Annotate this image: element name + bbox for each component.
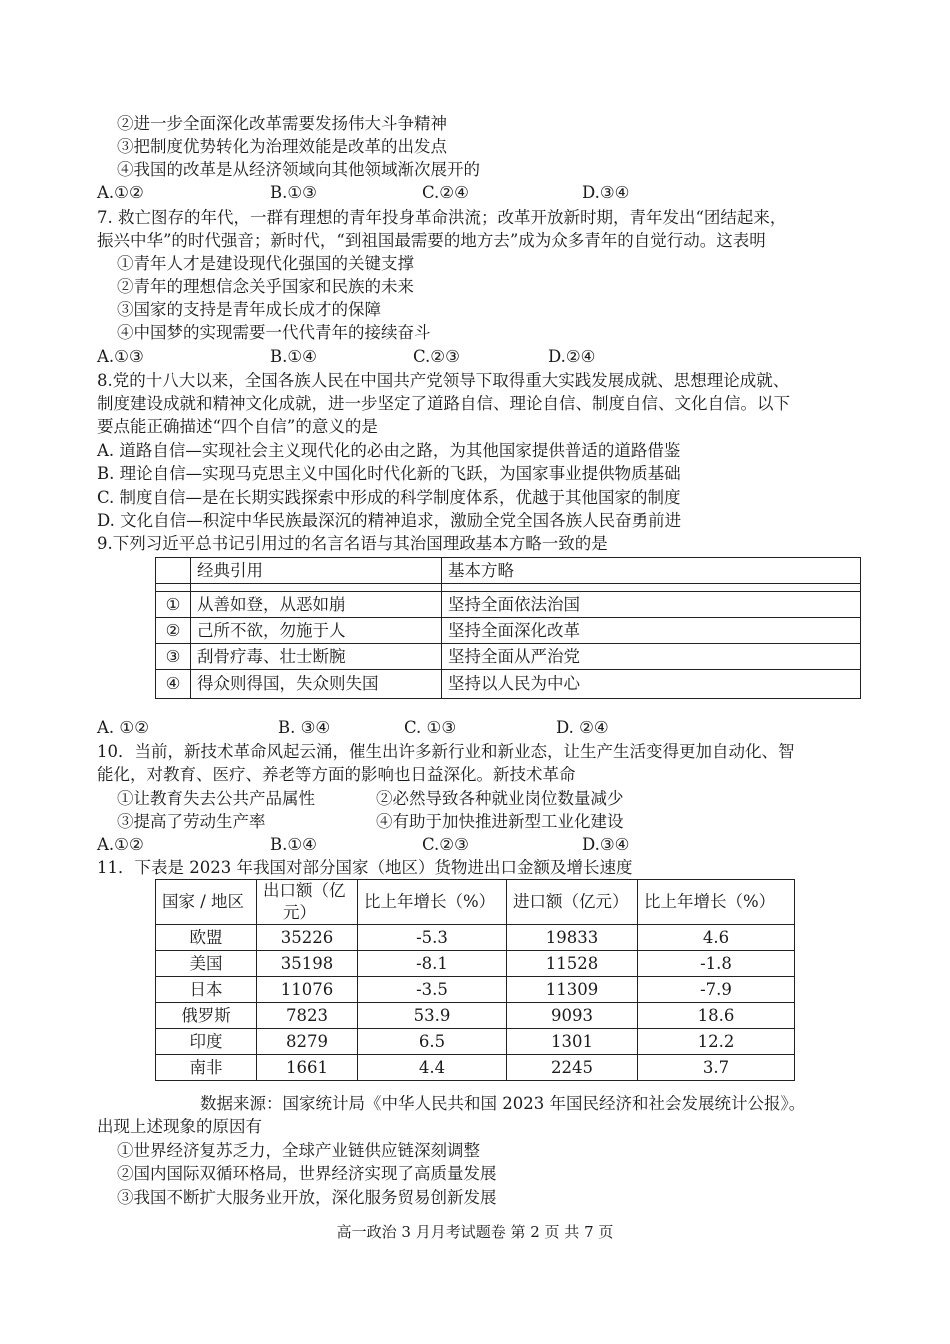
q10-option-a: A.①② bbox=[97, 835, 144, 854]
table-cell: 刮骨疗毒、壮士断腕 bbox=[191, 644, 442, 670]
q10-option-d: D.③④ bbox=[582, 835, 630, 854]
q10-item-3: ③提高了劳动生产率 bbox=[117, 812, 266, 831]
table-row bbox=[156, 1003, 795, 1029]
q8-stem-line-3: 要点能正确描述“四个自信”的意义的是 bbox=[97, 417, 378, 436]
table-cell: -5.3 bbox=[358, 925, 507, 951]
q6-item-3: ③把制度优势转化为治理效能是改革的出发点 bbox=[117, 137, 447, 156]
table-cell: 11528 bbox=[507, 951, 638, 977]
table-cell: 11309 bbox=[507, 977, 638, 1003]
table-row bbox=[156, 618, 861, 644]
table-cell: 4.4 bbox=[358, 1055, 507, 1081]
q6-option-c: C.②④ bbox=[422, 183, 469, 202]
table-cell: 欧盟 bbox=[156, 925, 257, 951]
table-cell: 18.6 bbox=[638, 1003, 795, 1029]
q7-stem-line-1: 7. 救亡图存的年代，一群有理想的青年投身革命洪流；改革开放新时期，青年发出“团结起来， bbox=[97, 208, 787, 227]
table-header-cell bbox=[156, 558, 191, 584]
table-cell: 12.2 bbox=[638, 1029, 795, 1055]
q8-choice-b: B. 理论自信—实现马克思主义中国化时代化新的飞跃，为国家事业提供物质基础 bbox=[97, 464, 681, 483]
q9-option-d: D. ②④ bbox=[556, 718, 609, 737]
q9-option-c: C. ①③ bbox=[404, 718, 457, 737]
q8-choice-d: D. 文化自信—积淀中华民族最深沉的精神追求，激励全党全国各族人民奋勇前进 bbox=[97, 511, 682, 530]
q9-stem: 9.下列习近平总书记引用过的名言名语与其治国理政基本方略一致的是 bbox=[97, 534, 608, 553]
table-header-row bbox=[156, 880, 795, 925]
table-header-cell: 国家 / 地区 bbox=[156, 880, 257, 925]
table-cell: ② bbox=[156, 618, 191, 644]
q11-data-source: 数据来源：国家统计局《中华人民共和国 2023 年国民经济和社会发展统计公报》。 bbox=[200, 1094, 806, 1113]
table-cell: 35198 bbox=[257, 951, 358, 977]
table-cell: -3.5 bbox=[358, 977, 507, 1003]
table-cell: 4.6 bbox=[638, 925, 795, 951]
table-cell: 印度 bbox=[156, 1029, 257, 1055]
table-cell: 6.5 bbox=[358, 1029, 507, 1055]
q9-option-a: A. ①② bbox=[97, 718, 149, 737]
table-row bbox=[156, 977, 795, 1003]
q7-option-d: D.②④ bbox=[548, 347, 596, 366]
export-header-line-1: 出口额（亿 bbox=[263, 881, 346, 900]
table-row bbox=[156, 951, 795, 977]
table-cell: -1.8 bbox=[638, 951, 795, 977]
q7-stem-line-2: 振兴中华”的时代强音；新时代，“到祖国最需要的地方去”成为众多青年的自觉行动。这表明 bbox=[97, 231, 766, 250]
table-header-row bbox=[156, 558, 861, 584]
table-cell: 从善如登，从恶如崩 bbox=[191, 592, 442, 618]
table-cell: 南非 bbox=[156, 1055, 257, 1081]
page-footer: 高一政治 3 月月考试题卷 第 2 页 共 7 页 bbox=[336, 1223, 614, 1241]
q8-choice-c: C. 制度自信—是在长期实践探索中形成的科学制度体系，优越于其他国家的制度 bbox=[97, 488, 681, 507]
q6-option-b: B.①③ bbox=[270, 183, 317, 202]
table-cell: 35226 bbox=[257, 925, 358, 951]
table-cell: 坚持以人民为中心 bbox=[442, 670, 861, 699]
table-cell: -8.1 bbox=[358, 951, 507, 977]
table-cell: 美国 bbox=[156, 951, 257, 977]
table-cell: 8279 bbox=[257, 1029, 358, 1055]
table-cell: ① bbox=[156, 592, 191, 618]
table-row bbox=[156, 1055, 795, 1081]
q11-stem: 11．下表是 2023 年我国对部分国家（地区）货物进出口金额及增长速度 bbox=[97, 858, 633, 877]
q6-item-2: ②进一步全面深化改革需要发扬伟大斗争精神 bbox=[117, 114, 447, 133]
table-cell: -7.9 bbox=[638, 977, 795, 1003]
table-header-cell bbox=[257, 880, 358, 925]
table-cell: 9093 bbox=[507, 1003, 638, 1029]
table-cell: 俄罗斯 bbox=[156, 1003, 257, 1029]
table-cell: 己所不欲，勿施于人 bbox=[191, 618, 442, 644]
q11-item-3: ③我国不断扩大服务业开放，深化服务贸易创新发展 bbox=[117, 1188, 497, 1207]
q7-item-1: ①青年人才是建设现代化强国的关键支撑 bbox=[117, 254, 414, 273]
q7-item-2: ②青年的理想信念关乎国家和民族的未来 bbox=[117, 277, 414, 296]
table-cell: 日本 bbox=[156, 977, 257, 1003]
q8-stem-line-1: 8.党的十八大以来，全国各族人民在中国共产党领导下取得重大实践发展成就、思想理论成就、 bbox=[97, 371, 790, 390]
q10-stem-line-1: 10．当前，新技术革命风起云涌，催生出许多新行业和新业态，让生产生活变得更加自动化、智 bbox=[97, 742, 795, 761]
q7-item-4: ④中国梦的实现需要一代代青年的接续奋斗 bbox=[117, 323, 431, 342]
table-cell: 53.9 bbox=[358, 1003, 507, 1029]
q6-item-4: ④我国的改革是从经济领域向其他领域渐次展开的 bbox=[117, 160, 480, 179]
q11-table bbox=[155, 879, 795, 1081]
q11-item-2: ②国内国际双循环格局，世界经济实现了高质量发展 bbox=[117, 1164, 497, 1183]
table-row bbox=[156, 592, 861, 618]
q10-item-2: ②必然导致各种就业岗位数量减少 bbox=[376, 789, 624, 808]
q11-lead: 出现上述现象的原因有 bbox=[97, 1117, 262, 1136]
table-cell: 坚持全面深化改革 bbox=[442, 618, 861, 644]
table-cell: 7823 bbox=[257, 1003, 358, 1029]
q10-stem-line-2: 能化，对教育、医疗、养老等方面的影响也日益深化。新技术革命 bbox=[97, 765, 576, 784]
table-header-cell: 比上年增长（%） bbox=[358, 880, 507, 925]
q8-stem-line-2: 制度建设成就和精神文化成就，进一步坚定了道路自信、理论自信、制度自信、文化自信。以下 bbox=[97, 394, 790, 413]
table-header-cell: 比上年增长（%） bbox=[638, 880, 795, 925]
q7-option-b: B.①④ bbox=[270, 347, 317, 366]
q9-option-b: B. ③④ bbox=[278, 718, 331, 737]
table-cell: ④ bbox=[156, 670, 191, 699]
table-header-cell: 进口额（亿元） bbox=[507, 880, 638, 925]
q8-choice-a: A. 道路自信—实现社会主义现代化的必由之路，为其他国家提供普适的道路借鉴 bbox=[97, 441, 681, 460]
table-cell: 19833 bbox=[507, 925, 638, 951]
table-row bbox=[156, 1029, 795, 1055]
table-row bbox=[156, 925, 795, 951]
table-cell: ③ bbox=[156, 644, 191, 670]
table-cell: 3.7 bbox=[638, 1055, 795, 1081]
q10-item-4: ④有助于加快推进新型工业化建设 bbox=[376, 812, 624, 831]
q6-option-a: A.①② bbox=[97, 183, 144, 202]
q10-option-c: C.②③ bbox=[422, 835, 469, 854]
table-cell: 2245 bbox=[507, 1055, 638, 1081]
table-cell: 1301 bbox=[507, 1029, 638, 1055]
table-header-cell: 基本方略 bbox=[442, 558, 861, 584]
table-cell: 11076 bbox=[257, 977, 358, 1003]
q7-option-c: C.②③ bbox=[413, 347, 460, 366]
q6-option-d: D.③④ bbox=[582, 183, 630, 202]
q7-option-a: A.①③ bbox=[97, 347, 144, 366]
table-cell: 坚持全面依法治国 bbox=[442, 592, 861, 618]
q7-item-3: ③国家的支持是青年成长成才的保障 bbox=[117, 300, 381, 319]
q10-item-1: ①让教育失去公共产品属性 bbox=[117, 789, 315, 808]
export-header-line-2: 元） bbox=[283, 903, 316, 922]
table-cell: 得众则得国，失众则失国 bbox=[191, 670, 442, 699]
q11-item-1: ①世界经济复苏乏力，全球产业链供应链深刻调整 bbox=[117, 1141, 480, 1160]
table-cell: 坚持全面从严治党 bbox=[442, 644, 861, 670]
table-row bbox=[156, 644, 861, 670]
q10-option-b: B.①④ bbox=[270, 835, 317, 854]
q9-table bbox=[155, 557, 861, 699]
table-cell: 1661 bbox=[257, 1055, 358, 1081]
table-row bbox=[156, 670, 861, 699]
table-header-cell: 经典引用 bbox=[191, 558, 442, 584]
